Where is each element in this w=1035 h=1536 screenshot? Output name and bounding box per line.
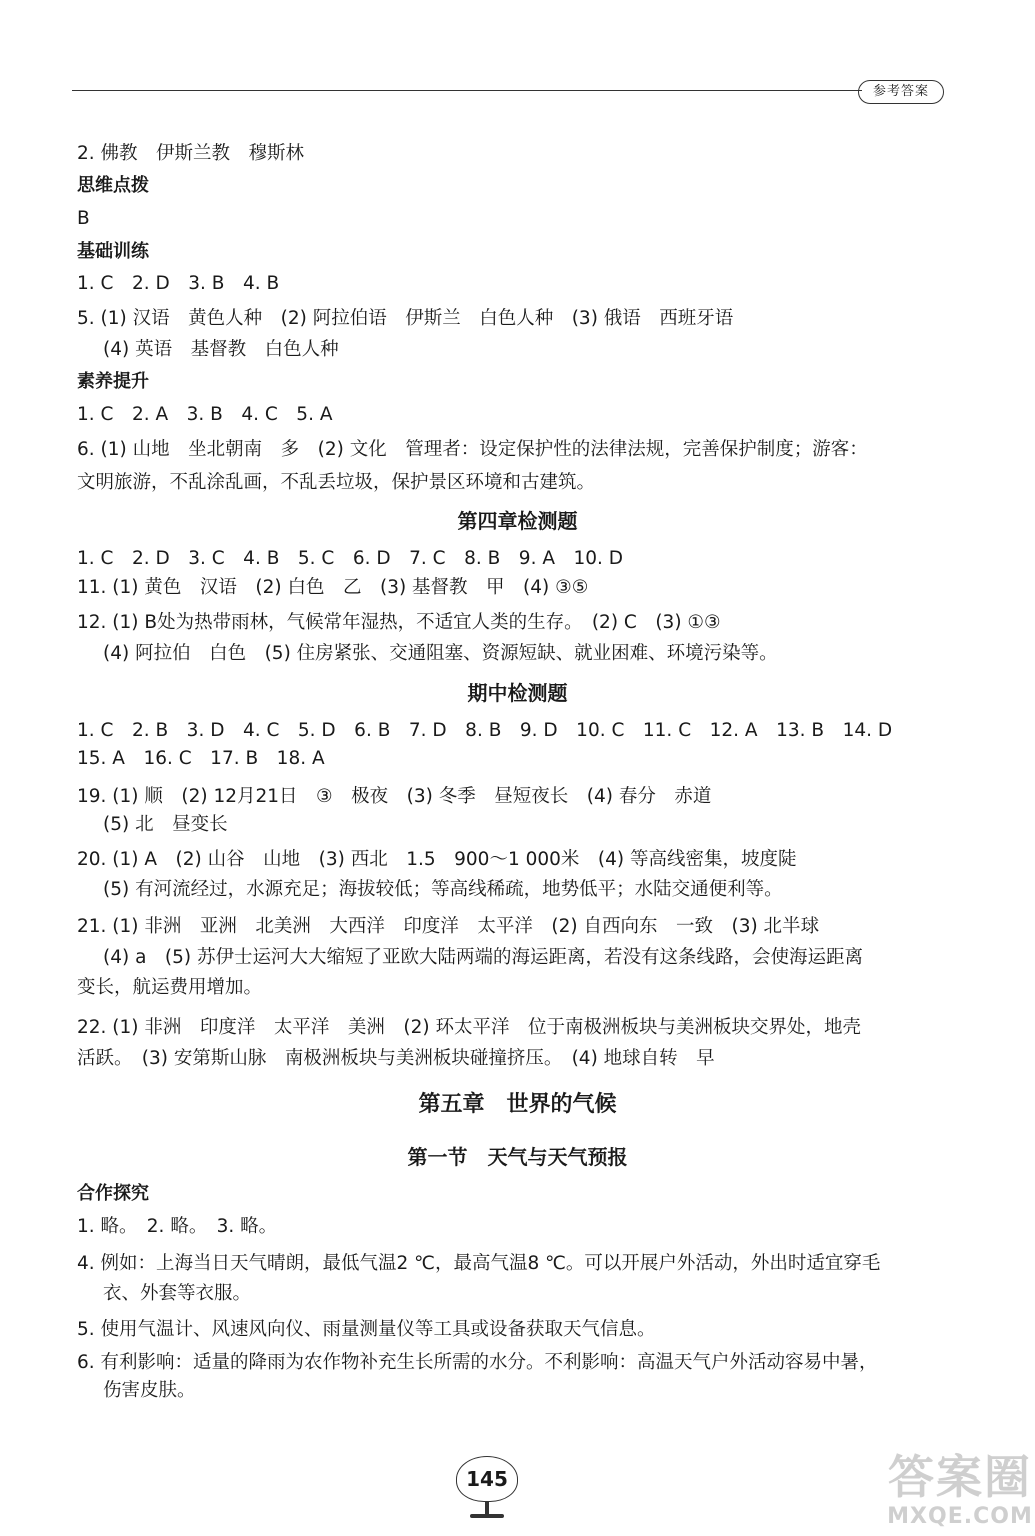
watermark-title: 答案圈 (888, 1450, 1032, 1504)
answer-line: 1. C 2. D 3. C 4. B 5. C 6. D 7. C 8. B 9. A 10. D (77, 548, 624, 569)
answer-line: 1. C 2. B 3. D 4. C 5. D 6. B 7. D 8. B 9. D 10. C 11. C 12. A 13. B 14. D (77, 720, 893, 741)
answer-line: 11. (1) 黄色 汉语 (2) 白色 乙 (3) 基督教 甲 (4) ③⑤ (77, 577, 589, 598)
midterm-test-heading: 期中检测题 (467, 681, 568, 705)
answer-line: 20. (1) A (2) 山谷 山地 (3) 西北 1.5 900～1 000米 (4) 等高线密集，坡度陡 (77, 849, 797, 870)
section-heading: 思维点拨 (77, 175, 149, 196)
answer-line: (4) 英语 基督教 白色人种 (103, 339, 339, 360)
answer-line: 2. 佛教 伊斯兰教 穆斯林 (77, 143, 305, 164)
section-heading: 基础训练 (77, 241, 149, 262)
globe-base-icon (470, 1514, 504, 1518)
header-rule (72, 90, 862, 91)
answer-key-badge: 参考答案 (858, 80, 944, 104)
answer-line: B (77, 208, 90, 229)
answer-line: 12. (1) B处为热带雨林，气候常年湿热，不适宜人类的生存。 (2) C (3) ①③ (77, 612, 721, 633)
answer-line: 1. C 2. A 3. B 4. C 5. A (77, 404, 333, 425)
watermark-url: MXQE.COM (887, 1504, 1033, 1529)
answer-line: 6. (1) 山地 坐北朝南 多 (2) 文化 管理者：设定保护性的法律法规，完善保护制度；游客： (77, 439, 868, 460)
answer-line: (4) 阿拉伯 白色 (5) 住房紧张、交通阻塞、资源短缺、就业困难、环境污染等。 (103, 643, 778, 664)
answer-line: 4. 例如：上海当日天气晴朗，最低气温2 ℃，最高气温8 ℃。可以开展户外活动，外出时适宜穿毛 (77, 1253, 881, 1274)
watermark (885, 1450, 1035, 1536)
chapter-title: 第五章 世界的气候 (418, 1092, 617, 1117)
chapter-test-heading: 第四章检测题 (457, 509, 578, 533)
answer-line: 21. (1) 非洲 亚洲 北美洲 大西洋 印度洋 太平洋 (2) 自西向东 一致 (3) 北半球 (77, 916, 820, 937)
answer-line: (5) 北 昼变长 (103, 814, 228, 835)
answer-line: 文明旅游，不乱涂乱画，不乱丢垃圾，保护景区环境和古建筑。 (77, 472, 596, 493)
answer-line: 5. 使用气温计、风速风向仪、雨量测量仪等工具或设备获取天气信息。 (77, 1319, 656, 1340)
answer-line: 活跃。 (3) 安第斯山脉 南极洲板块与美洲板块碰撞挤压。 (4) 地球自转 早 (77, 1048, 715, 1069)
answer-line: 15. A 16. C 17. B 18. A (77, 748, 325, 769)
section-title: 第一节 天气与天气预报 (407, 1145, 628, 1169)
answer-line: 1. C 2. D 3. B 4. B (77, 273, 280, 294)
page-number: 145 (456, 1456, 518, 1502)
section-heading: 合作探究 (77, 1183, 149, 1204)
answer-line: (5) 有河流经过，水源充足；海拔较低；等高线稀疏，地势低平；水陆交通便利等。 (103, 879, 783, 900)
answer-line: 1. 略。 2. 略。 3. 略。 (77, 1216, 278, 1237)
answer-line: 19. (1) 顺 (2) 12月21日 ③ 极夜 (3) 冬季 昼短夜长 (4) 春分 赤道 (77, 786, 712, 807)
answer-line: 6. 有利影响：适量的降雨为农作物补充生长所需的水分。不利影响：高温天气户外活动容易中暑， (77, 1352, 878, 1373)
section-heading: 素养提升 (77, 371, 149, 392)
answer-line: 22. (1) 非洲 印度洋 太平洋 美洲 (2) 环太平洋 位于南极洲板块与美洲板块交界处，地壳 (77, 1017, 861, 1038)
answer-line: 伤害皮肤。 (103, 1380, 196, 1401)
answer-line: 变长，航运费用增加。 (77, 977, 263, 998)
answer-line: 衣、外套等衣服。 (103, 1283, 252, 1304)
answer-line: 5. (1) 汉语 黄色人种 (2) 阿拉伯语 伊斯兰 白色人种 (3) 俄语 西班牙语 (77, 308, 734, 329)
answer-line: (4) a (5) 苏伊士运河大大缩短了亚欧大陆两端的海运距离，若没有这条线路，会使海运距离 (103, 947, 864, 968)
